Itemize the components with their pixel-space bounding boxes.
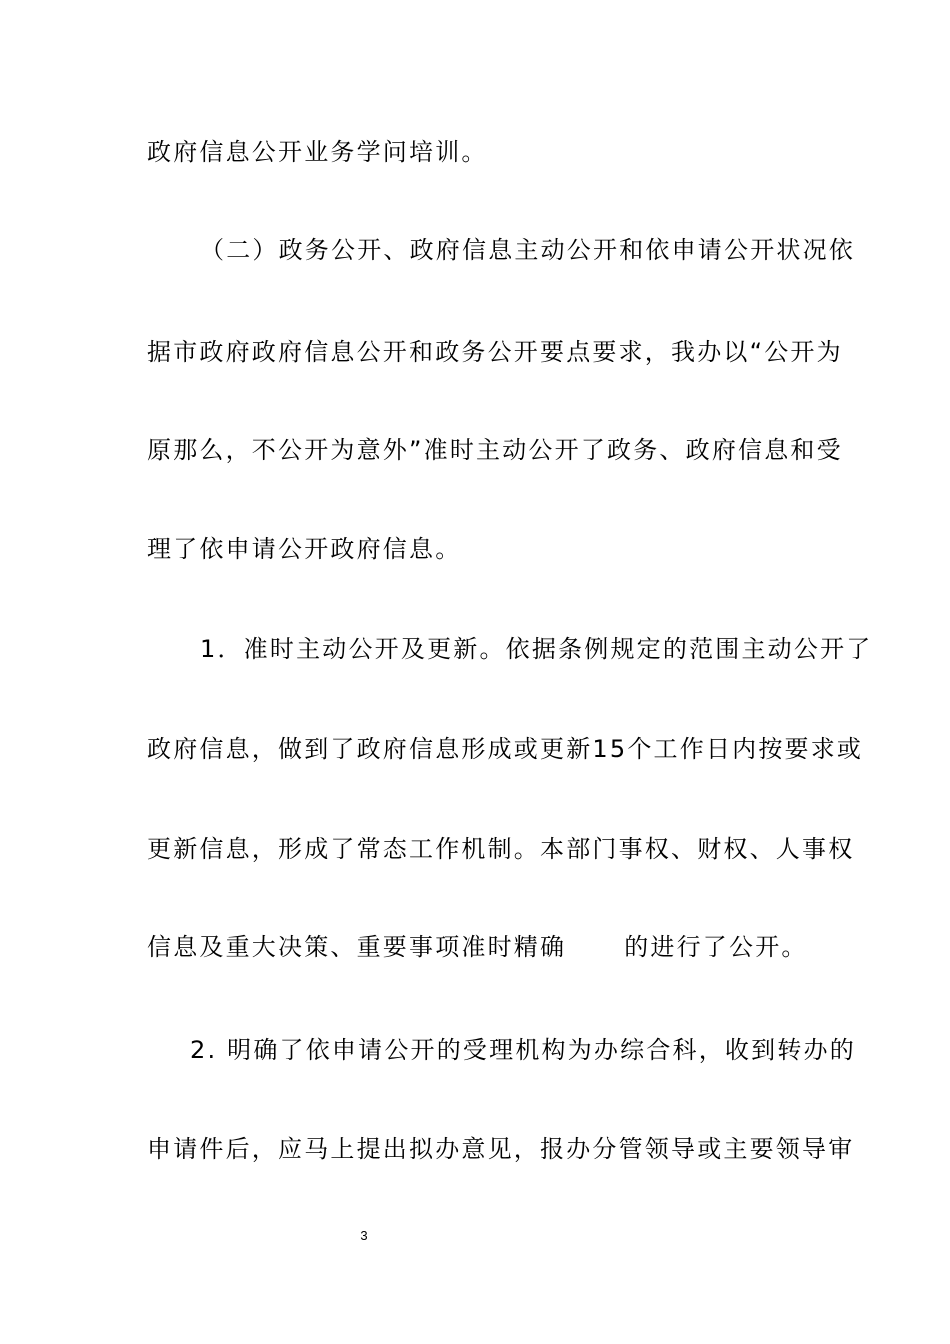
page-number: 3 [360,1228,368,1243]
text-line-5: 理了依申请公开政府信息。 [147,535,462,563]
text-line-9 [147,931,807,963]
text-line-8: 更新信息，形成了常态工作机制。本部门事权、财权、人事权 [147,835,855,863]
text-line-9-part-1: 信息及重大决策、重要事项准时精确 [147,933,567,961]
text-line-11: 申请件后，应马上提出拟办意见，报办分管领导或主要领导审 [147,1135,855,1163]
text-line-3: 据市政府政府信息公开和政务公开要点要求，我办以“公开为 [147,338,843,366]
text-line-4: 原那么，不公开为意外”准时主动公开了政务、政府信息和受 [147,436,843,464]
list-item-2: 2. 明确了依申请公开的受理机构为办综合科，收到转办的 [190,1036,856,1064]
text-line-7: 政府信息，做到了政府信息形成或更新15个工作日内按要求或 [147,735,864,763]
text-line-1: 政府信息公开业务学问培训。 [147,138,488,166]
list-item-1: 1．准时主动公开及更新。依据条例规定的范围主动公开了 [200,635,873,663]
section-heading-2: （二）政务公开、政府信息主动公开和依申请公开状况依 [200,236,855,264]
text-line-9-part-2: 的进行了公开。 [624,933,808,961]
